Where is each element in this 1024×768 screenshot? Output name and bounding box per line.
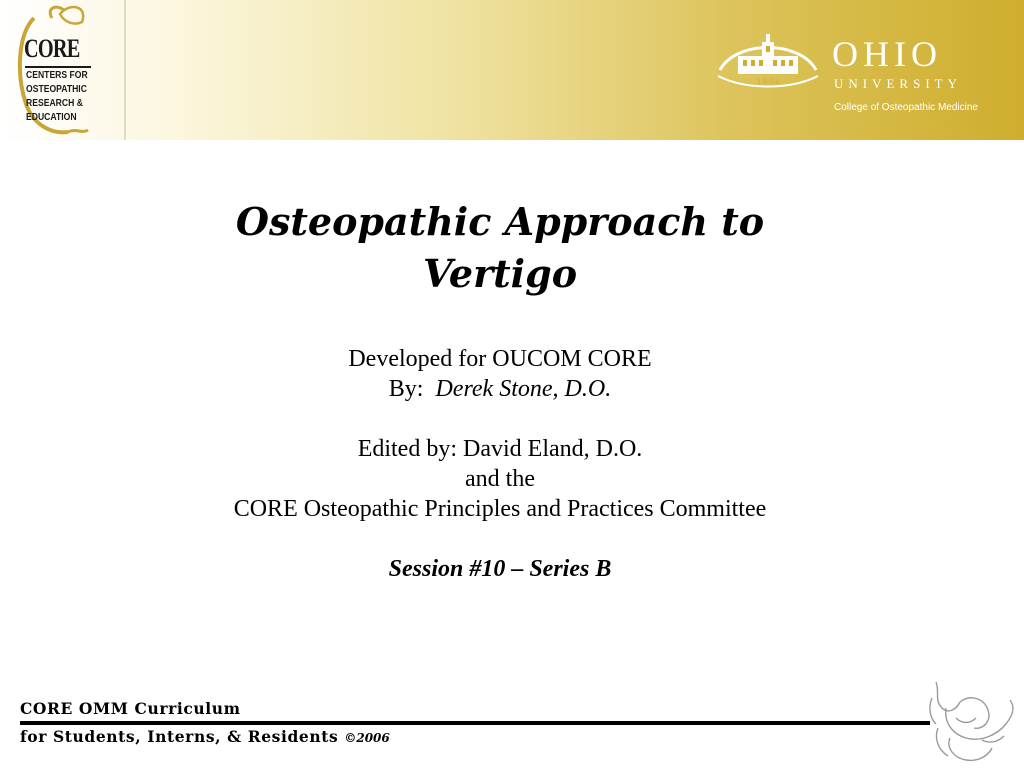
seal-year: 1 8 0 4 <box>757 77 779 86</box>
by-label: By: <box>388 376 424 402</box>
core-logo-line: RESEARCH & <box>26 97 83 109</box>
core-logo-subtitle <box>26 68 88 124</box>
core-logo-line: OSTEOPATHIC <box>26 83 87 95</box>
core-logo-line: EDUCATION <box>26 111 77 123</box>
header-divider <box>124 0 126 140</box>
edited-by: Edited by: David Eland, D.O. <box>357 436 643 462</box>
slide-content <box>0 196 1000 584</box>
ohio-university-seal <box>716 30 820 90</box>
slide-title: Osteopathic Approach to Vertigo <box>235 199 765 296</box>
core-logo-line: CENTERS FOR <box>26 69 88 81</box>
session-label: Session #10 – Series B <box>388 556 612 582</box>
committee-name: CORE Osteopathic Principles and Practices Committee <box>233 496 767 522</box>
core-logo-word: CORE <box>24 34 80 63</box>
developed-for: Developed for OUCOM CORE <box>348 346 652 372</box>
ohio-wordmark: OHIO <box>832 34 942 74</box>
footer-curriculum: CORE OMM Curriculum <box>20 699 241 718</box>
and-the: and the <box>465 466 535 492</box>
author-name: Derek Stone, D.O. <box>435 376 612 402</box>
footer-copyright: ©2006 <box>344 731 390 745</box>
anatomical-sketch-icon <box>926 678 1018 766</box>
header-banner <box>0 0 1024 140</box>
footer-audience-text: for Students, Interns, & Residents <box>20 727 339 746</box>
author-line <box>0 374 1000 404</box>
footer-audience <box>20 727 390 746</box>
college-name: College of Osteopathic Medicine <box>834 102 978 113</box>
university-wordmark: UNIVERSITY <box>834 76 962 91</box>
footer-rule <box>20 721 930 725</box>
